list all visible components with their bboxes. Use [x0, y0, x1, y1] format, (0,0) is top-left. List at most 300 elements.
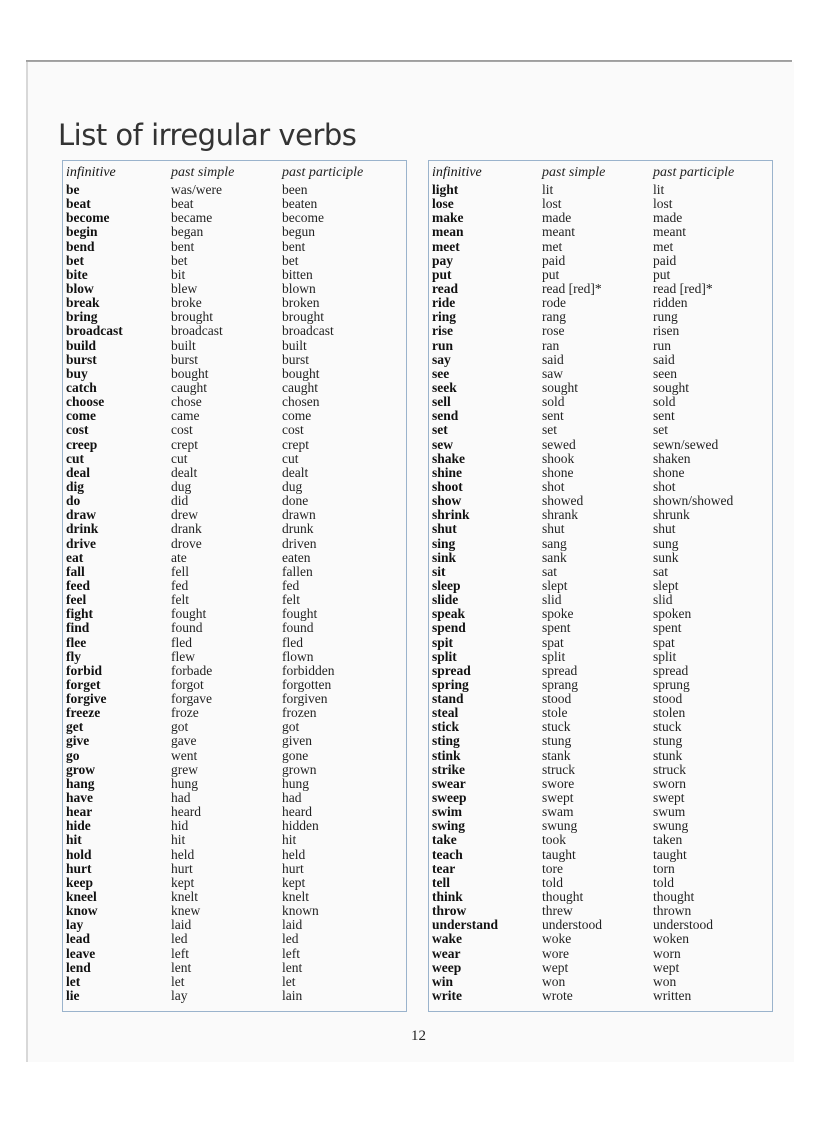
infinitive-cell: shut: [432, 521, 457, 537]
infinitive-cell: make: [432, 210, 464, 226]
past-simple-cell: forbade: [171, 662, 213, 678]
past-participle-cell: broadcast: [282, 323, 334, 339]
infinitive-cell: run: [432, 337, 454, 353]
past-participle-cell: chosen: [282, 394, 320, 410]
past-participle-cell: had: [282, 790, 302, 806]
table-row: [63, 508, 406, 522]
table-row: [63, 749, 406, 763]
infinitive-cell: do: [66, 493, 81, 509]
past-simple-cell: hit: [171, 832, 186, 848]
infinitive-cell: lose: [432, 196, 454, 212]
infinitive-cell: read: [432, 280, 458, 296]
infinitive-cell: cost: [66, 422, 89, 438]
table-row: [429, 593, 772, 607]
infinitive-cell: steal: [432, 705, 459, 721]
past-simple-cell: set: [542, 422, 557, 438]
infinitive-cell: broadcast: [66, 323, 123, 339]
infinitive-cell: show: [432, 493, 462, 509]
infinitive-cell: fight: [66, 606, 93, 622]
infinitive-cell: send: [432, 408, 459, 424]
past-participle-cell: torn: [653, 860, 675, 876]
infinitive-cell: drink: [66, 521, 99, 537]
infinitive-cell: feed: [66, 577, 90, 593]
table-row: [63, 848, 406, 862]
infinitive-cell: freeze: [66, 705, 101, 721]
past-participle-cell: known: [282, 903, 319, 919]
past-participle-cell: sung: [653, 535, 679, 551]
past-simple-cell: fled: [171, 634, 192, 650]
past-participle-cell: built: [282, 337, 307, 353]
past-simple-cell: showed: [542, 493, 584, 509]
past-simple-cell: taught: [542, 846, 576, 862]
infinitive-cell: hear: [66, 804, 93, 820]
past-simple-cell: grew: [171, 761, 198, 777]
past-simple-cell: saw: [542, 365, 563, 381]
infinitive-cell: sew: [432, 436, 453, 452]
past-simple-cell: wept: [542, 959, 569, 975]
table-row: [429, 423, 772, 437]
past-simple-cell: bent: [171, 238, 195, 254]
past-simple-cell: made: [542, 210, 572, 226]
past-participle-cell: cut: [282, 450, 299, 466]
past-simple-cell: split: [542, 648, 566, 664]
infinitive-cell: drive: [66, 535, 96, 551]
past-participle-cell: begun: [282, 224, 315, 240]
table-row: [429, 989, 772, 1003]
past-simple-cell: came: [171, 408, 200, 424]
past-simple-cell: met: [542, 238, 563, 254]
past-participle-cell: forgotten: [282, 676, 332, 692]
infinitive-cell: be: [66, 182, 80, 197]
past-simple-cell: ran: [542, 337, 560, 353]
past-simple-cell: won: [542, 973, 566, 989]
past-participle-cell: swept: [653, 790, 685, 806]
infinitive-cell: blow: [66, 280, 94, 296]
past-simple-cell: forgot: [171, 676, 204, 692]
infinitive-cell: bet: [66, 252, 84, 268]
past-simple-cell: sewed: [542, 436, 576, 452]
infinitive-cell: hide: [66, 818, 91, 834]
past-simple-cell: left: [171, 945, 189, 961]
table-row: [429, 537, 772, 551]
infinitive-cell: teach: [432, 846, 463, 862]
infinitive-cell: sting: [432, 733, 460, 749]
table-row: [63, 381, 406, 395]
table-row: [63, 763, 406, 777]
past-participle-cell: ridden: [653, 295, 688, 311]
past-participle-cell: flown: [282, 648, 314, 664]
table-row: [429, 621, 772, 635]
infinitive-cell: sing: [432, 535, 456, 551]
past-participle-cell: shaken: [653, 450, 691, 466]
infinitive-cell: see: [432, 365, 450, 381]
past-simple-cell: lit: [542, 182, 554, 197]
infinitive-cell: beat: [66, 196, 91, 212]
past-simple-cell: beat: [171, 196, 194, 212]
table-row: [63, 551, 406, 565]
infinitive-cell: spring: [432, 676, 469, 692]
past-simple-cell: wrote: [542, 988, 573, 1004]
past-participle-cell: done: [282, 493, 309, 509]
past-participle-cell: spoken: [653, 606, 692, 622]
past-participle-cell: lent: [282, 959, 303, 975]
past-participle-cell: split: [653, 648, 677, 664]
past-participle-cell: stunk: [653, 747, 683, 763]
table-row: [429, 932, 772, 946]
past-participle-cell: thrown: [653, 903, 692, 919]
past-participle-cell: heard: [282, 804, 312, 820]
past-participle-cell: read [red]*: [653, 280, 713, 296]
past-simple-cell: stuck: [542, 719, 571, 735]
past-participle-cell: understood: [653, 917, 713, 933]
table-row: [429, 183, 772, 197]
table-row: [63, 890, 406, 904]
past-participle-cell: left: [282, 945, 300, 961]
infinitive-cell: strike: [432, 761, 465, 777]
past-simple-cell: laid: [171, 917, 192, 933]
past-participle-cell: spread: [653, 662, 689, 678]
past-participle-cell: given: [282, 733, 312, 749]
infinitive-cell: swing: [432, 818, 466, 834]
table-row: [63, 791, 406, 805]
past-participle-cell: lost: [653, 196, 673, 212]
past-participle-cell: swung: [653, 818, 689, 834]
table-row: [429, 904, 772, 918]
verb-rows-left: [63, 183, 406, 1003]
past-simple-cell: hurt: [171, 860, 193, 876]
past-simple-cell: did: [171, 493, 189, 509]
past-simple-cell: sold: [542, 394, 565, 410]
table-row: [429, 466, 772, 480]
past-simple-cell: flew: [171, 648, 195, 664]
past-participle-cell: frozen: [282, 705, 317, 721]
infinitive-cell: begin: [66, 224, 98, 240]
past-simple-cell: broadcast: [171, 323, 223, 339]
table-row: [63, 706, 406, 720]
table-row: [429, 522, 772, 536]
infinitive-cell: pay: [432, 252, 454, 268]
past-participle-cell: got: [282, 719, 300, 735]
past-participle-cell: fought: [282, 606, 318, 622]
infinitive-cell: come: [66, 408, 96, 424]
infinitive-cell: tear: [432, 860, 456, 876]
past-simple-cell: rang: [542, 309, 566, 325]
past-simple-cell: fed: [171, 577, 189, 593]
past-participle-cell: come: [282, 408, 312, 424]
table-row: [429, 508, 772, 522]
table-row: [429, 438, 772, 452]
past-simple-cell: spat: [542, 634, 564, 650]
header-infinitive: infinitive: [66, 165, 116, 180]
past-simple-cell: swam: [542, 804, 574, 820]
infinitive-cell: spend: [432, 620, 466, 636]
past-simple-cell: shut: [542, 521, 565, 537]
header-infinitive: infinitive: [432, 165, 482, 180]
past-participle-cell: fed: [282, 577, 300, 593]
infinitive-cell: put: [432, 266, 452, 282]
past-simple-cell: fell: [171, 563, 189, 579]
past-participle-cell: struck: [653, 761, 686, 777]
table-row: [429, 282, 772, 296]
table-row: [429, 579, 772, 593]
table-row: [63, 367, 406, 381]
table-row: [429, 975, 772, 989]
infinitive-cell: flee: [66, 634, 87, 650]
header-past-participle: past participle: [282, 165, 364, 180]
table-row: [63, 254, 406, 268]
past-participle-cell: felt: [282, 592, 300, 608]
past-participle-cell: broken: [282, 295, 320, 311]
table-row: [429, 197, 772, 211]
past-participle-cell: kept: [282, 874, 306, 890]
page-number: 12: [411, 1028, 426, 1044]
infinitive-cell: swear: [432, 775, 466, 791]
table-row: [63, 183, 406, 197]
past-participle-cell: dealt: [282, 464, 309, 480]
table-row: [63, 197, 406, 211]
past-participle-cell: stung: [653, 733, 683, 749]
past-participle-cell: sought: [653, 379, 690, 395]
past-simple-cell: knelt: [171, 889, 198, 905]
past-simple-cell: paid: [542, 252, 566, 268]
infinitive-cell: hit: [66, 832, 82, 848]
table-row: [63, 522, 406, 536]
past-simple-cell: led: [171, 931, 188, 947]
infinitive-cell: set: [432, 422, 448, 438]
past-simple-cell: brought: [171, 309, 213, 325]
past-participle-cell: hung: [282, 775, 309, 791]
infinitive-cell: eat: [66, 549, 84, 565]
past-participle-cell: laid: [282, 917, 303, 933]
infinitive-cell: bring: [66, 309, 98, 325]
past-simple-cell: stung: [542, 733, 572, 749]
table-row: [429, 452, 772, 466]
past-participle-cell: told: [653, 874, 675, 890]
table-row: [429, 833, 772, 847]
past-simple-cell: took: [542, 832, 567, 848]
past-participle-cell: forbidden: [282, 662, 335, 678]
past-simple-cell: slept: [542, 577, 568, 593]
past-simple-cell: felt: [171, 592, 189, 608]
table-row: [429, 819, 772, 833]
table-row: [429, 664, 772, 678]
table-row: [429, 381, 772, 395]
past-simple-cell: spent: [542, 620, 571, 636]
past-simple-cell: spread: [542, 662, 578, 678]
table-row: [429, 805, 772, 819]
past-participle-cell: risen: [653, 323, 680, 339]
past-simple-cell: lost: [542, 196, 562, 212]
infinitive-cell: sink: [432, 549, 457, 565]
past-simple-cell: began: [171, 224, 204, 240]
past-participle-cell: bent: [282, 238, 306, 254]
past-simple-cell: sang: [542, 535, 567, 551]
page-title: List of irregular verbs: [58, 118, 357, 152]
past-simple-cell: swore: [542, 775, 575, 791]
past-simple-cell: slid: [542, 592, 562, 608]
past-simple-cell: let: [171, 973, 185, 989]
table-row: [63, 961, 406, 975]
past-simple-cell: bet: [171, 252, 188, 268]
past-simple-cell: bit: [171, 266, 186, 282]
past-simple-cell: blew: [171, 280, 198, 296]
table-row: [429, 720, 772, 734]
past-participle-cell: met: [653, 238, 674, 254]
table-header: [429, 165, 772, 183]
infinitive-cell: split: [432, 648, 457, 664]
table-row: [63, 353, 406, 367]
past-simple-cell: forgave: [171, 691, 212, 707]
table-row: [429, 692, 772, 706]
table-row: [63, 423, 406, 437]
table-row: [429, 678, 772, 692]
past-simple-cell: became: [171, 210, 213, 226]
infinitive-cell: shake: [432, 450, 466, 466]
infinitive-cell: get: [66, 719, 84, 735]
infinitive-cell: creep: [66, 436, 98, 452]
infinitive-cell: shine: [432, 464, 463, 480]
infinitive-cell: throw: [432, 903, 467, 919]
past-simple-cell: got: [171, 719, 189, 735]
infinitive-cell: forbid: [66, 662, 103, 678]
past-simple-cell: put: [542, 266, 560, 282]
past-participle-cell: worn: [653, 945, 681, 961]
infinitive-cell: mean: [432, 224, 464, 240]
table-row: [429, 211, 772, 225]
past-simple-cell: caught: [171, 379, 207, 395]
infinitive-cell: wake: [432, 931, 462, 947]
past-simple-cell: lent: [171, 959, 192, 975]
past-participle-cell: drunk: [282, 521, 314, 537]
past-participle-cell: put: [653, 266, 671, 282]
infinitive-cell: understand: [432, 917, 499, 933]
table-row: [63, 805, 406, 819]
infinitive-cell: cut: [66, 450, 84, 466]
past-participle-cell: slid: [653, 592, 673, 608]
table-row: [63, 339, 406, 353]
infinitive-cell: bite: [66, 266, 88, 282]
table-row: [429, 480, 772, 494]
table-row: [429, 268, 772, 282]
infinitive-cell: sit: [432, 563, 446, 579]
past-simple-cell: sat: [542, 563, 557, 579]
infinitive-cell: give: [66, 733, 90, 749]
infinitive-cell: deal: [66, 464, 91, 480]
past-participle-cell: sent: [653, 408, 675, 424]
table-row: [63, 918, 406, 932]
past-participle-cell: burst: [282, 351, 309, 367]
past-participle-cell: become: [282, 210, 324, 226]
past-participle-cell: blown: [282, 280, 316, 296]
table-row: [63, 211, 406, 225]
table-row: [429, 848, 772, 862]
table-row: [63, 466, 406, 480]
past-simple-cell: drank: [171, 521, 202, 537]
infinitive-cell: keep: [66, 874, 93, 890]
table-row: [63, 777, 406, 791]
infinitive-cell: forgive: [66, 691, 107, 707]
table-row: [429, 777, 772, 791]
past-simple-cell: broke: [171, 295, 202, 311]
past-participle-cell: been: [282, 182, 308, 197]
past-simple-cell: bought: [171, 365, 209, 381]
past-simple-cell: threw: [542, 903, 573, 919]
past-simple-cell: hid: [171, 818, 189, 834]
infinitive-cell: buy: [66, 365, 88, 381]
past-simple-cell: hung: [171, 775, 198, 791]
infinitive-cell: fall: [66, 563, 85, 579]
infinitive-cell: tell: [432, 874, 450, 890]
table-row: [63, 310, 406, 324]
table-row: [429, 324, 772, 338]
past-simple-cell: froze: [171, 705, 199, 721]
past-simple-cell: read [red]*: [542, 280, 602, 296]
past-participle-cell: fled: [282, 634, 303, 650]
past-simple-cell: said: [542, 351, 564, 367]
past-simple-cell: meant: [542, 224, 575, 240]
past-participle-cell: beaten: [282, 196, 318, 212]
past-simple-cell: sprang: [542, 676, 578, 692]
table-row: [429, 409, 772, 423]
infinitive-cell: speak: [432, 606, 466, 622]
past-simple-cell: shrank: [542, 507, 578, 523]
past-simple-cell: cost: [171, 422, 193, 438]
past-participle-cell: lain: [282, 988, 303, 1004]
table-row: [429, 494, 772, 508]
past-participle-cell: stood: [653, 691, 683, 707]
past-participle-cell: dug: [282, 478, 303, 494]
table-row: [63, 607, 406, 621]
table-row: [63, 537, 406, 551]
past-participle-cell: stolen: [653, 705, 686, 721]
infinitive-cell: stick: [432, 719, 459, 735]
past-participle-cell: made: [653, 210, 683, 226]
past-simple-cell: dealt: [171, 464, 198, 480]
past-simple-cell: drove: [171, 535, 202, 551]
past-participle-cell: swum: [653, 804, 686, 820]
past-participle-cell: eaten: [282, 549, 311, 565]
infinitive-cell: grow: [66, 761, 95, 777]
past-participle-cell: said: [653, 351, 675, 367]
past-participle-cell: stuck: [653, 719, 682, 735]
past-simple-cell: shone: [542, 464, 574, 480]
past-simple-cell: rode: [542, 295, 566, 311]
past-participle-cell: taken: [653, 832, 683, 848]
table-row: [63, 932, 406, 946]
past-simple-cell: woke: [542, 931, 572, 947]
verb-table-left: [62, 160, 407, 1012]
infinitive-cell: let: [66, 973, 81, 989]
table-row: [63, 833, 406, 847]
table-row: [63, 409, 406, 423]
table-row: [429, 607, 772, 621]
past-participle-cell: bought: [282, 365, 320, 381]
table-row: [429, 876, 772, 890]
table-row: [429, 240, 772, 254]
table-row: [429, 734, 772, 748]
past-simple-cell: cut: [171, 450, 188, 466]
table-row: [429, 225, 772, 239]
table-row: [63, 494, 406, 508]
infinitive-cell: stink: [432, 747, 461, 763]
table-row: [429, 395, 772, 409]
table-row: [63, 876, 406, 890]
past-participle-cell: driven: [282, 535, 317, 551]
table-row: [429, 296, 772, 310]
table-row: [63, 438, 406, 452]
past-participle-cell: drawn: [282, 507, 316, 523]
verb-rows-right: [429, 183, 772, 1003]
